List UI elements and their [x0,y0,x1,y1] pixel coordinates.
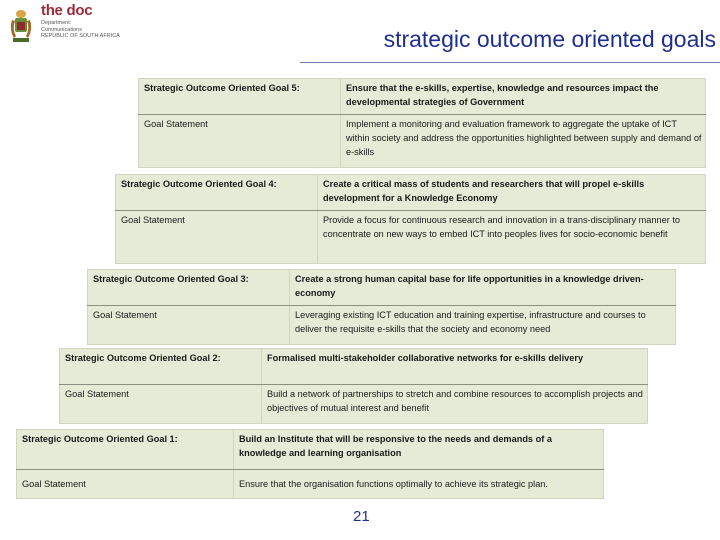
goal-outcome: Create a critical mass of students and researchers that will propel e-skills development for a Knowledge Economy [318,175,706,211]
page-title: strategic outcome oriented goals [383,26,716,52]
goal-statement-label: Goal Statement [116,211,318,264]
goal-statement: Leveraging existing ICT education and training expertise, infrastructure and courses to deliver the requisite e-skills that the society and economy need [290,306,676,345]
goal-table-5 [138,78,706,168]
logo-dept-line: Communications [41,26,82,33]
goal-outcome: Formalised multi-stakeholder collaborative networks for e-skills delivery [262,349,648,385]
goal-outcome: Build an Institute that will be responsive to the needs and demands of a knowledge and learning organisation [234,430,604,470]
title-divider [300,62,720,63]
logo-brand: the doc [41,2,93,19]
goal-statement: Build a network of partnerships to stretch and combine resources to accomplish projects and objectives of mutual interest and benefit [262,385,648,424]
goal-table-3 [87,269,676,345]
goal-statement: Implement a monitoring and evaluation framework to aggregate the uptake of ICT within society and address the opportunities highlighted between supply and demand of e-skills [341,115,706,168]
goal-outcome: Ensure that the e-skills, expertise, knowledge and resources impact the developmental strategies of Government [341,79,706,115]
goal-label: Strategic Outcome Oriented Goal 1: [17,430,234,470]
logo-department [41,20,120,40]
goal-label: Strategic Outcome Oriented Goal 3: [88,270,290,306]
coat-of-arms-icon [8,6,34,46]
logo-dept-line: Department: [41,20,72,26]
goal-outcome: Create a strong human capital base for life opportunities in a knowledge driven-economy [290,270,676,306]
goal-table-1 [16,429,604,499]
department-logo [8,2,133,50]
goal-statement-label: Goal Statement [60,385,262,424]
goal-statement: Provide a focus for continuous research and innovation in a trans-disciplinary manner to concentrate on new ways to embed ICT into peoples lives for socio-economic benefit [318,211,706,264]
goal-label: Strategic Outcome Oriented Goal 4: [116,175,318,211]
goal-statement-label: Goal Statement [17,470,234,499]
goal-label: Strategic Outcome Oriented Goal 5: [139,79,341,115]
page-number: 21 [353,508,370,525]
goal-table-2 [59,348,648,424]
goal-table-4 [115,174,706,264]
goal-statement-label: Goal Statement [88,306,290,345]
logo-dept-line: REPUBLIC OF SOUTH AFRICA [41,33,120,39]
goal-statement: Ensure that the organisation functions optimally to achieve its strategic plan. [234,470,604,499]
goal-label: Strategic Outcome Oriented Goal 2: [60,349,262,385]
goal-statement-label: Goal Statement [139,115,341,168]
